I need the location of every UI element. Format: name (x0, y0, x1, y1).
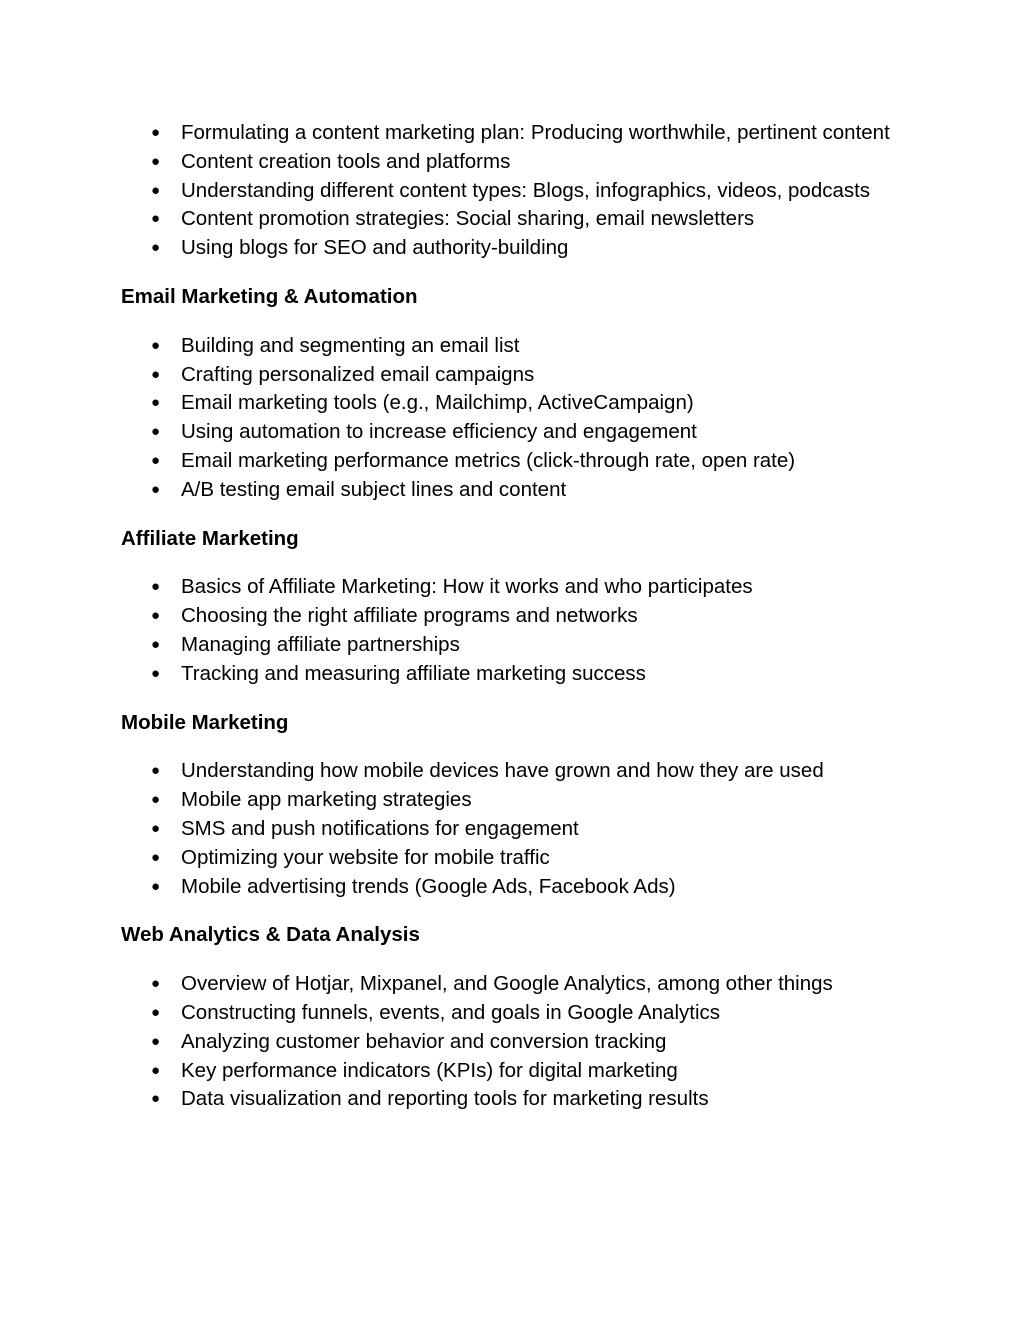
list-item (121, 234, 903, 263)
bullet-icon: ● (151, 1061, 161, 1079)
list-item (121, 970, 903, 999)
web-analytics-list (121, 970, 903, 1114)
list-item-text: Understanding how mobile devices have grown and how they are used (181, 759, 824, 783)
bullet-icon: ● (151, 124, 161, 141)
list-item-text: Analyzing customer behavior and conversion tracking (181, 1029, 667, 1053)
bullet-icon: ● (151, 451, 161, 469)
list-item (121, 999, 903, 1028)
list-item-text: Content promotion strategies: Social sharing, email newsletters (181, 207, 755, 231)
bullet-icon: ● (151, 336, 161, 354)
list-item-text: Constructing funnels, events, and goals in Google Analytics (181, 1000, 721, 1024)
section-heading-email-marketing: Email Marketing & Automation (121, 284, 418, 308)
bullet-icon: ● (151, 791, 161, 809)
list-item (121, 873, 903, 902)
list-item-text: Key performance indicators (KPIs) for digital marketing (181, 1058, 678, 1082)
list-item (121, 757, 903, 786)
bullet-icon: ● (151, 1032, 161, 1050)
list-item (121, 205, 903, 234)
list-item-text: Understanding different content types: Blogs, infographics, videos, podcasts (181, 178, 871, 202)
bullet-icon: ● (151, 1003, 161, 1021)
bullet-icon: ● (151, 365, 161, 383)
list-item-text: Crafting personalized email campaigns (181, 362, 535, 386)
list-item (121, 1085, 903, 1114)
list-item-text: Formulating a content marketing plan: Producing worthwhile, pertinent content (181, 121, 890, 144)
bullet-icon: ● (151, 664, 161, 682)
bullet-icon: ● (151, 578, 161, 596)
list-item-text: Mobile app marketing strategies (181, 788, 472, 812)
list-item-text: A/B testing email subject lines and content (181, 477, 567, 501)
section-heading-mobile-marketing: Mobile Marketing (121, 710, 289, 734)
bullet-icon: ● (151, 423, 161, 441)
section-heading-web-analytics: Web Analytics & Data Analysis (121, 923, 420, 947)
bullet-icon: ● (151, 975, 161, 993)
list-item (121, 660, 903, 689)
bullet-icon: ● (151, 819, 161, 837)
list-item (121, 602, 903, 631)
list-item (121, 389, 903, 418)
list-item (121, 119, 903, 148)
list-item-text: SMS and push notifications for engagement (181, 816, 579, 840)
list-item-text: Content creation tools and platforms (181, 149, 511, 173)
list-item (121, 332, 903, 361)
bullet-icon: ● (151, 239, 161, 257)
list-item-text: Email marketing performance metrics (click-through rate, open rate) (181, 448, 796, 472)
bullet-icon: ● (151, 762, 161, 780)
list-item-text: Overview of Hotjar, Mixpanel, and Google Analytics, among other things (181, 972, 833, 996)
list-item-text: Managing affiliate partnerships (181, 632, 460, 656)
section-heading-affiliate-marketing: Affiliate Marketing (121, 526, 299, 550)
list-item-text: Optimizing your website for mobile traffic (181, 845, 550, 869)
bullet-icon: ● (151, 181, 161, 199)
list-item-text: Data visualization and reporting tools for marketing results (181, 1087, 709, 1111)
bullet-icon: ● (151, 877, 161, 895)
list-item (121, 786, 903, 815)
list-item (121, 148, 903, 177)
affiliate-marketing-list (121, 573, 903, 688)
list-item (121, 447, 903, 476)
list-item-text: Building and segmenting an email list (181, 333, 520, 357)
list-item-text: Using automation to increase efficiency and engagement (181, 420, 697, 444)
list-item (121, 1028, 903, 1057)
list-item-text: Tracking and measuring affiliate marketing success (181, 661, 646, 685)
bullet-icon: ● (151, 210, 161, 228)
document-page (121, 119, 903, 1114)
bullet-icon: ● (151, 607, 161, 625)
list-item (121, 815, 903, 844)
list-item-text: Using blogs for SEO and authority-building (181, 236, 569, 260)
bullet-icon: ● (151, 480, 161, 498)
list-item (121, 361, 903, 390)
list-item (121, 476, 903, 505)
list-item (121, 1057, 903, 1086)
list-item (121, 418, 903, 447)
list-item (121, 177, 903, 206)
list-item (121, 631, 903, 660)
bullet-icon: ● (151, 635, 161, 653)
content-marketing-list (121, 119, 903, 263)
list-item-text: Email marketing tools (e.g., Mailchimp, ActiveCampaign) (181, 391, 694, 415)
list-item-text: Mobile advertising trends (Google Ads, Facebook Ads) (181, 874, 676, 898)
bullet-icon: ● (151, 848, 161, 866)
mobile-marketing-list (121, 757, 903, 901)
list-item (121, 573, 903, 602)
email-marketing-list (121, 332, 903, 505)
bullet-icon: ● (151, 1090, 161, 1108)
bullet-icon: ● (151, 394, 161, 412)
bullet-icon: ● (151, 152, 161, 170)
list-item (121, 844, 903, 873)
list-item-text: Basics of Affiliate Marketing: How it works and who participates (181, 575, 753, 599)
list-item-text: Choosing the right affiliate programs and networks (181, 604, 638, 628)
